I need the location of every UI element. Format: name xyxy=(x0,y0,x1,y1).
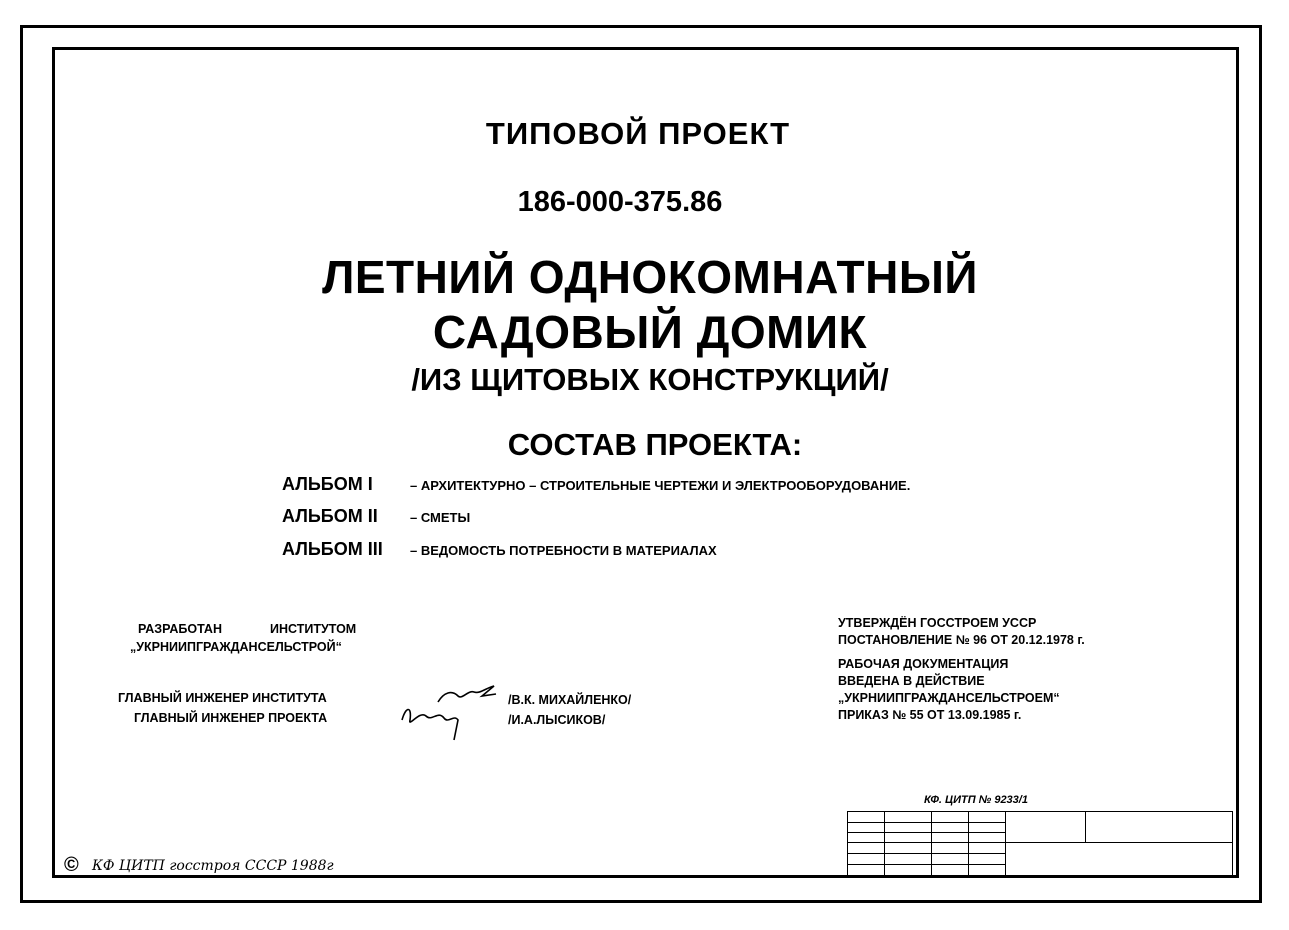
developer-line-1b: ИНСТИТУТОМ xyxy=(270,622,357,636)
approval-line-5: „УКРНИИПГРАЖДАНСЕЛЬСТРОЕМ“ xyxy=(838,691,1060,705)
approval-line-2: ПОСТАНОВЛЕНИЕ № 96 ОТ 20.12.1978 г. xyxy=(838,633,1085,647)
signatures xyxy=(398,680,503,742)
title-line-1: ЛЕТНИЙ ОДНОКОМНАТНЫЙ xyxy=(322,251,978,303)
copyright-text: КФ ЦИТП госстроя СССР 1988г xyxy=(92,858,334,874)
stamp-reference: КФ. ЦИТП № 9233/1 xyxy=(924,794,1028,806)
chief-institute-name: /В.К. МИХАЙЛЕНКО/ xyxy=(508,693,632,707)
album-2-label: АЛЬБОМ II xyxy=(282,506,378,526)
developer-line-1a: РАЗРАБОТАН xyxy=(138,622,222,636)
chief-institute-role: ГЛАВНЫЙ ИНЖЕНЕР ИНСТИТУТА xyxy=(118,691,327,705)
approval-line-1: УТВЕРЖДЁН ГОССТРОЕМ УССР xyxy=(838,616,1037,630)
album-1-label: АЛЬБОМ I xyxy=(282,474,373,494)
composition-heading: СОСТАВ ПРОЕКТА: xyxy=(507,427,803,462)
title-line-2: САДОВЫЙ ДОМИК xyxy=(432,306,868,358)
project-number: 186-000-375.86 xyxy=(517,186,723,218)
album-3-label: АЛЬБОМ III xyxy=(282,539,383,559)
project-type: ТИПОВОЙ ПРОЕКТ xyxy=(485,116,791,151)
developer-line-2: „УКРНИИПГРАЖДАНСЕЛЬСТРОЙ“ xyxy=(130,640,342,654)
title-block-table xyxy=(847,811,1233,876)
approval-line-4: ВВЕДЕНА В ДЕЙСТВИЕ xyxy=(838,674,985,688)
copyright-symbol: © xyxy=(64,854,79,876)
album-3-text: – ВЕДОМОСТЬ ПОТРЕБНОСТИ В МАТЕРИАЛАХ xyxy=(410,543,717,558)
album-2-text: – СМЕТЫ xyxy=(410,510,471,525)
title-line-3: /ИЗ ЩИТОВЫХ КОНСТРУКЦИЙ/ xyxy=(411,362,889,397)
approval-line-3: РАБОЧАЯ ДОКУМЕНТАЦИЯ xyxy=(838,657,1009,671)
chief-project-role: ГЛАВНЫЙ ИНЖЕНЕР ПРОЕКТА xyxy=(134,711,328,725)
chief-project-name: /И.А.ЛЫСИКОВ/ xyxy=(508,713,606,727)
approval-line-6: ПРИКАЗ № 55 ОТ 13.09.1985 г. xyxy=(838,708,1022,722)
album-1-text: – АРХИТЕКТУРНО – СТРОИТЕЛЬНЫЕ ЧЕРТЕЖИ И ЭЛЕКТРООБОРУДОВАНИЕ. xyxy=(410,478,911,493)
